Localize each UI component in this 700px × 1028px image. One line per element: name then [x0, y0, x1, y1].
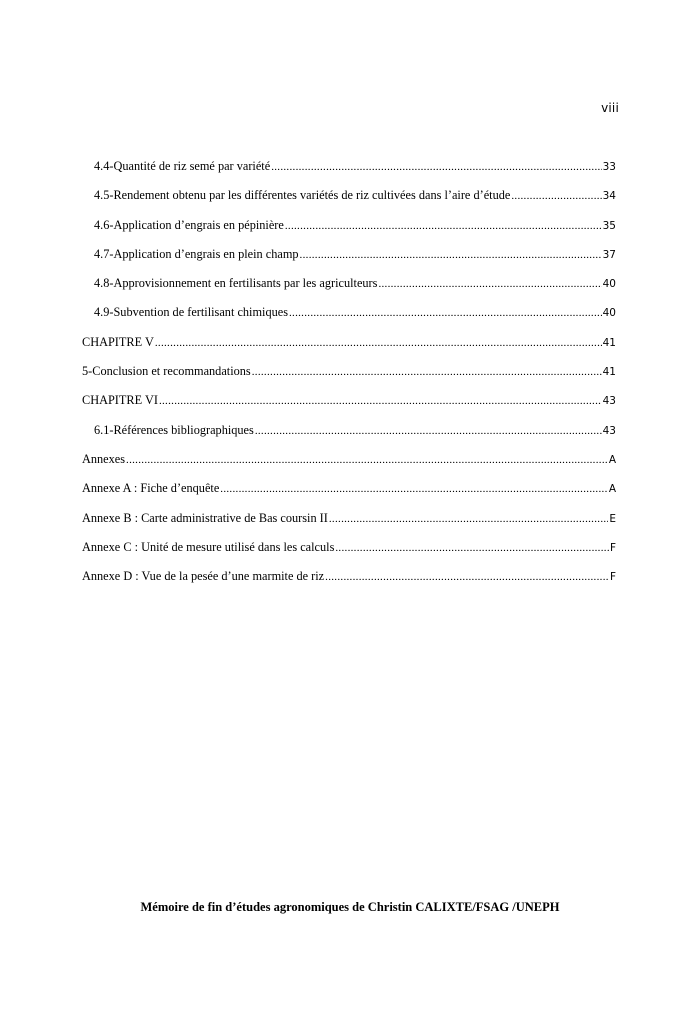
page-footer: Mémoire de fin d’études agronomiques de Christin CALIXTE/FSAG /UNEPH: [140, 900, 560, 914]
toc-entry-annexe-b[interactable]: [82, 511, 616, 540]
toc-entry-title: Annexe B : Carte administrative de Bas coursin II: [82, 510, 328, 525]
toc-entry-title: 6.1-Références bibliographiques: [94, 422, 254, 437]
toc-entry-title: 4.9-Subvention de fertilisant chimiques: [94, 305, 288, 320]
toc-entry-title: Annexe D : Vue de la pesée d’une marmite de riz: [82, 569, 325, 584]
toc-entry-title: CHAPITRE VI: [82, 393, 158, 408]
toc-entry-page: 33: [602, 161, 616, 173]
toc-entry-page: 41: [602, 336, 616, 349]
toc-entry-title: 4.8-Approvisionnement en fertilisants par les agriculteurs: [94, 276, 378, 291]
dot-leader: [511, 190, 601, 202]
toc-entry-4-4[interactable]: [82, 159, 616, 188]
toc-entry-page: F: [609, 571, 616, 584]
toc-entry-chapitre-vi[interactable]: [82, 393, 616, 422]
table-of-contents: [82, 159, 616, 598]
toc-entry-page: 37: [602, 248, 616, 261]
toc-entry-annexes[interactable]: [82, 452, 616, 481]
dot-leader: [285, 220, 602, 232]
toc-entry-annexe-a[interactable]: [82, 481, 616, 510]
dot-leader: [155, 337, 602, 349]
toc-entry-4-6[interactable]: [82, 218, 616, 247]
dot-leader: [255, 425, 602, 437]
dot-leader: [300, 249, 602, 261]
toc-entry-4-5[interactable]: [82, 188, 616, 217]
toc-entry-chapitre-v[interactable]: [82, 335, 616, 364]
toc-entry-title: 4.5-Rendement obtenu par les différentes variétés de riz cultivées dans l’aire d’étude: [94, 188, 511, 203]
toc-entry-title: 4.6-Application d’engrais en pépinière: [94, 217, 284, 232]
toc-entry-page: 35: [602, 219, 616, 232]
toc-entry-page: F: [609, 541, 616, 554]
dot-leader: [220, 483, 608, 495]
toc-entry-page: 43: [602, 395, 616, 408]
toc-entry-page: 41: [602, 366, 616, 379]
toc-entry-page: 43: [602, 424, 616, 437]
toc-entry-5-conclusion[interactable]: [82, 364, 616, 393]
toc-entry-title: Annexe A : Fiche d’enquête: [82, 481, 220, 496]
toc-entry-title: Annexes: [82, 451, 126, 466]
toc-entry-title: 4.7-Application d’engrais en plein champ: [94, 246, 299, 261]
toc-entry-4-7[interactable]: [82, 247, 616, 276]
dot-leader: [335, 542, 609, 554]
toc-entry-6-1[interactable]: [82, 423, 616, 452]
dot-leader: [325, 571, 609, 583]
dot-leader: [126, 454, 608, 466]
toc-entry-page: E: [609, 512, 616, 525]
page-number: viii: [601, 101, 619, 115]
toc-entry-page: 40: [602, 278, 616, 291]
dot-leader: [159, 395, 602, 407]
dot-leader: [271, 161, 601, 173]
toc-entry-title: 4.4-Quantité de riz semé par variété: [94, 159, 271, 173]
dot-leader: [378, 278, 601, 290]
toc-entry-page: 34: [602, 190, 616, 203]
toc-entry-page: 40: [602, 307, 616, 320]
toc-entry-title: 5-Conclusion et recommandations: [82, 364, 251, 379]
toc-entry-annexe-d[interactable]: [82, 569, 616, 598]
toc-entry-page: A: [608, 453, 616, 466]
toc-entry-annexe-c[interactable]: [82, 540, 616, 569]
toc-entry-4-8[interactable]: [82, 276, 616, 305]
toc-entry-title: CHAPITRE V: [82, 334, 154, 349]
toc-entry-4-9[interactable]: [82, 305, 616, 334]
toc-entry-title: Annexe C : Unité de mesure utilisé dans les calculs: [82, 539, 335, 554]
dot-leader: [289, 307, 602, 319]
toc-entry-page: A: [608, 483, 616, 496]
dot-leader: [252, 366, 602, 378]
dot-leader: [329, 513, 608, 525]
